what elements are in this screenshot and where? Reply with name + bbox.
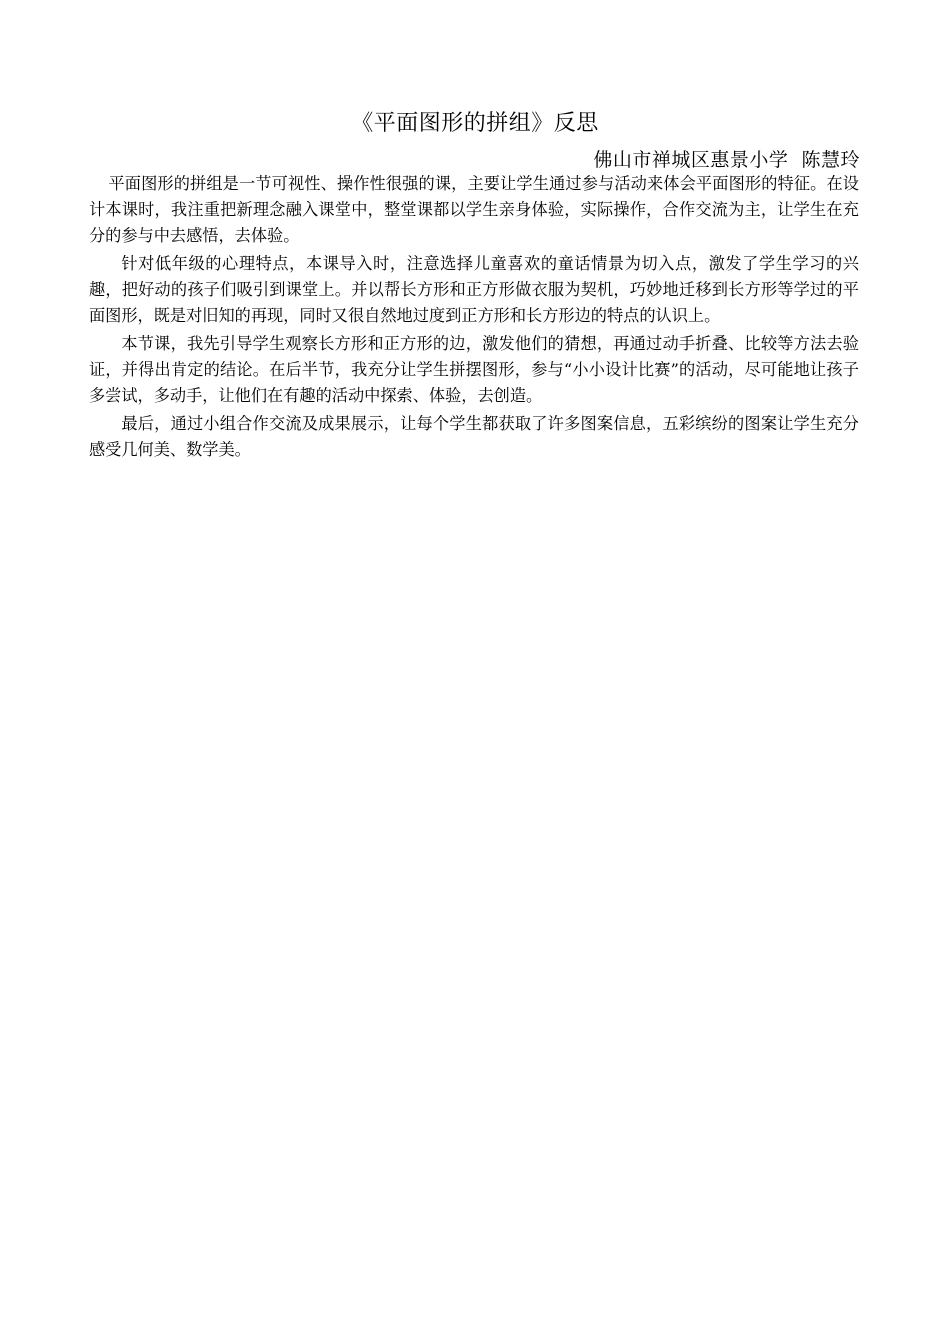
paragraph-4: 最后，通过小组合作交流及成果展示，让每个学生都获取了许多图案信息，五彩缤纷的图案让学生充分感受几何美、数学美。 (89, 414, 859, 459)
author-line: 佛山市禅城区惠景小学 陈慧玲 (593, 149, 860, 171)
document-title: 《平面图形的拼组》反思 (351, 111, 599, 136)
paragraph-3: 本节课，我先引导学生观察长方形和正方形的边，激发他们的猜想，再通过动手折叠、比较等方法去验证，并得出肯定的结论。在后半节，我充分让学生拼摆图形，参与“小小设计比赛”的活动，尽可能地让孩子多尝试，多动手，让他们在有趣的活动中探索、体验，去创造。 (89, 334, 859, 405)
document-body (89, 171, 859, 465)
paragraph-1: 平面图形的拼组是一节可视性、操作性很强的课，主要让学生通过参与活动来体会平面图形的特征。在设计本课时，我注重把新理念融入课堂中，整堂课都以学生亲身体验，实际操作，合作交流为主，让学生在充分的参与中去感悟，去体验。 (89, 174, 859, 245)
paragraph-2: 针对低年级的心理特点，本课导入时，注意选择儿童喜欢的童话情景为切入点，激发了学生学习的兴趣，把好动的孩子们吸引到课堂上。并以帮长方形和正方形做衣服为契机，巧妙地迁移到长方形等学过的平面图形，既是对旧知的再现，同时又很自然地过度到正方形和长方形边的特点的认识上。 (89, 254, 859, 325)
